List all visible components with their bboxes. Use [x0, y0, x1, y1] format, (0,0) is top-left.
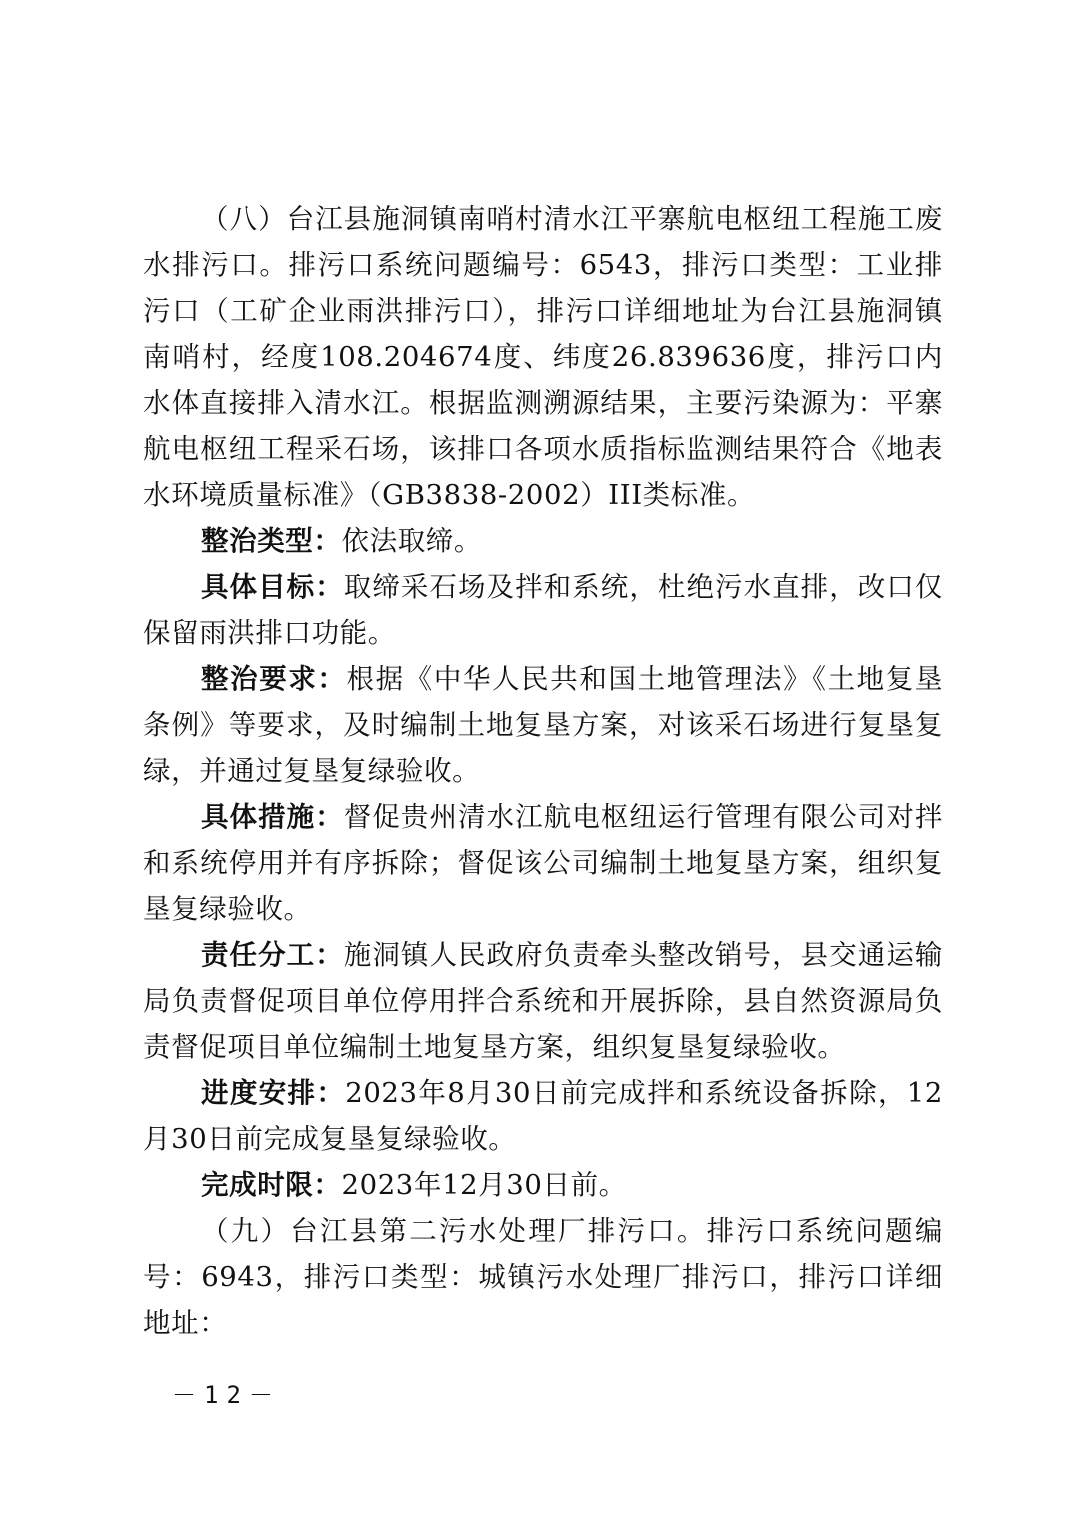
page-number: －12－	[172, 1381, 281, 1409]
paragraph-section-8-intro	[143, 196, 943, 518]
paragraph-text: （九）台江县第二污水处理厂排污口。排污口系统问题编号：6943，排污口类型：城镇污水处理厂排污口，排污口详细地址：	[143, 1215, 943, 1339]
paragraph-text: 督促贵州清水江航电枢纽运行管理有限公司对拌和系统停用并有序拆除；督促该公司编制土地复垦方案，组织复垦复绿验收。	[143, 801, 943, 925]
paragraph-label: 具体目标：	[201, 571, 344, 603]
paragraph-rectification-type	[143, 518, 943, 564]
paragraph-label: 整治类型：	[201, 525, 342, 557]
paragraph-responsibility	[143, 932, 943, 1070]
paragraph-schedule	[143, 1070, 943, 1162]
paragraph-label: 整治要求：	[201, 663, 347, 695]
paragraph-text: 根据《中华人民共和国土地管理法》《土地复垦条例》等要求，及时编制土地复垦方案，对该采石场进行复垦复绿，并通过复垦复绿验收。	[143, 663, 943, 787]
paragraph-text: 依法取缔。	[341, 525, 482, 557]
paragraph-text: 2023年12月30日前。	[341, 1169, 627, 1201]
document-body	[143, 196, 943, 1346]
paragraph-specific-goal	[143, 564, 943, 656]
paragraph-label: 责任分工：	[201, 939, 344, 971]
paragraph-specific-measures	[143, 794, 943, 932]
paragraph-label: 完成时限：	[201, 1169, 342, 1201]
paragraph-rectification-requirements	[143, 656, 943, 794]
paragraph-label: 进度安排：	[201, 1077, 346, 1109]
paragraph-section-9-intro	[143, 1208, 943, 1346]
paragraph-deadline	[143, 1162, 943, 1208]
paragraph-text: 取缔采石场及拌和系统，杜绝污水直排，改口仅保留雨洪排口功能。	[143, 571, 943, 649]
paragraph-label: 具体措施：	[201, 801, 344, 833]
paragraph-text: 2023年8月30日前完成拌和系统设备拆除，12月30日前完成复垦复绿验收。	[143, 1077, 944, 1155]
paragraph-text: （八）台江县施洞镇南哨村清水江平寨航电枢纽工程施工废水排污口。排污口系统问题编号：6543，排污口类型：工业排污口（工矿企业雨洪排污口），排污口详细地址为台江县施洞镇南哨村，经度108.204674度、纬度26.839636度，排污口内水体直接排入清水江。根据监测溯源结果，主要污染源为：平寨航电枢纽工程采石场，该排口各项水质指标监测结果符合《地表水环境质量标准》（GB3838-2002）III类标准。	[143, 203, 943, 511]
paragraph-text: 施洞镇人民政府负责牵头整改销号，县交通运输局负责督促项目单位停用拌合系统和开展拆除，县自然资源局负责督促项目单位编制土地复垦方案，组织复垦复绿验收。	[143, 939, 943, 1063]
